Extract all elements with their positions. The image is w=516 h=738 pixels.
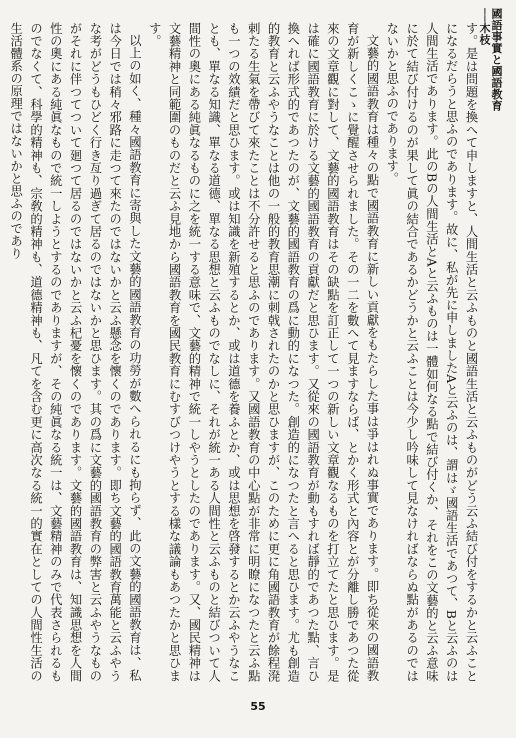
body-text [8, 22, 480, 682]
paragraph-3: 以上の如く、種々國語教育に寄與した文藝的國語教育の功勞が數へられるにも拘らず、此の文藝的國語教育は、私は今日では稍々邪路に走つて來たのではないかと云ふ懸念を懷くのであります。即ち文藝的國語教育萬能と云ふやうな考がどうもひどく行き亙り過ぎて居るのではないかと思ひます。其の爲に文藝的國語教育の弊害と云ふやうなものがそれに伴つてついて廻つて居るのではないかと云ふ杞憂を懷くのであります。文藝的國語教育は、知識思想を人間性の奧にある純眞なもので統一しようとするのでありますが、その純眞なる統一は、文藝精神のみで代表さられるものでなくて、科學的精神も、宗敎的精神も、道德精神も、凡てを含む更に高次なる統一的實在としての人間性生活の生活體系の原理ではないかと思ふのであり [8, 22, 142, 682]
paragraph-2: 文藝的國語教育は種々の點で國語教育に新しい貢獻をもたらした事は爭はれぬ事實であります。即ち從來の國語教育が新しくこゝに覺醒させられました。その一二を數へて見ますならば、とかく形式と內容とが分離し勝であつた從來の文章觀に對して、文藝的國語教育はその缺點を訂正して一つの新しい文章觀なるものを打立てたと思ひます。是は確に國語教育に於ける文藝的國語教育の貢獻だと思ひます。又從來の國語教育が動もすれば靜的であつた點、言ひ換へれば形式的であつたのが、文藝的國語教育の爲に動的になつた。創造的になつたと言へると思ひます。尤も創造的教育と云ふやうなことは他の一般的教育思潮に刺戟されたのかと思ひますが、このために更に角國語教育が餘程溌剌たる生氣を帶びて來たことは不分許せると思ふのであります。又國語教育の中心點が非常に明瞭になつたと云ふ點も一つの效績だと思ひます。或は知識を新殖するとか、或は道德を養ふとか、或は思想を啓發するとか云ふやうなことも、單なる知識、單なる道德、單なる思想と云ふものでなしに、それが統一ある人間性と云ふものと結びついて人間性の奧にある純眞なるものに之を統一する意味で、文藝的精神で統一しやうとしたのであります。又、國民精神は文藝精神と同範圍のものだと云ふ見地から國語教育を國民教育にむすびつけやうとする樣な議論もあつたかと思ひます。 [147, 22, 380, 682]
running-head: 國語事實と國語教育──木枝 [478, 8, 503, 112]
page-number: 55 [250, 700, 266, 713]
paragraph-1: す。是は問題を換へて申しますと、人間生活と云ふものと國語生活と云ふものがどう云ふ結び付をするかと云ふことになるだらうと思ふのであります。故に、私が先に申しましたAと云ふのは、謂はゞ國語生活であつて、Bと云ふのは人間生活であります。此のBの人間生活とAと云ふものは一體如何なる點で結び付くか、それをこの文藝的と云ふ意味に於て結び付けるのが果して眞の結合であるかどうかと云ふことは今少し吟味して見なければならぬ點があるのではないかと思ふのであります。 [384, 22, 478, 682]
